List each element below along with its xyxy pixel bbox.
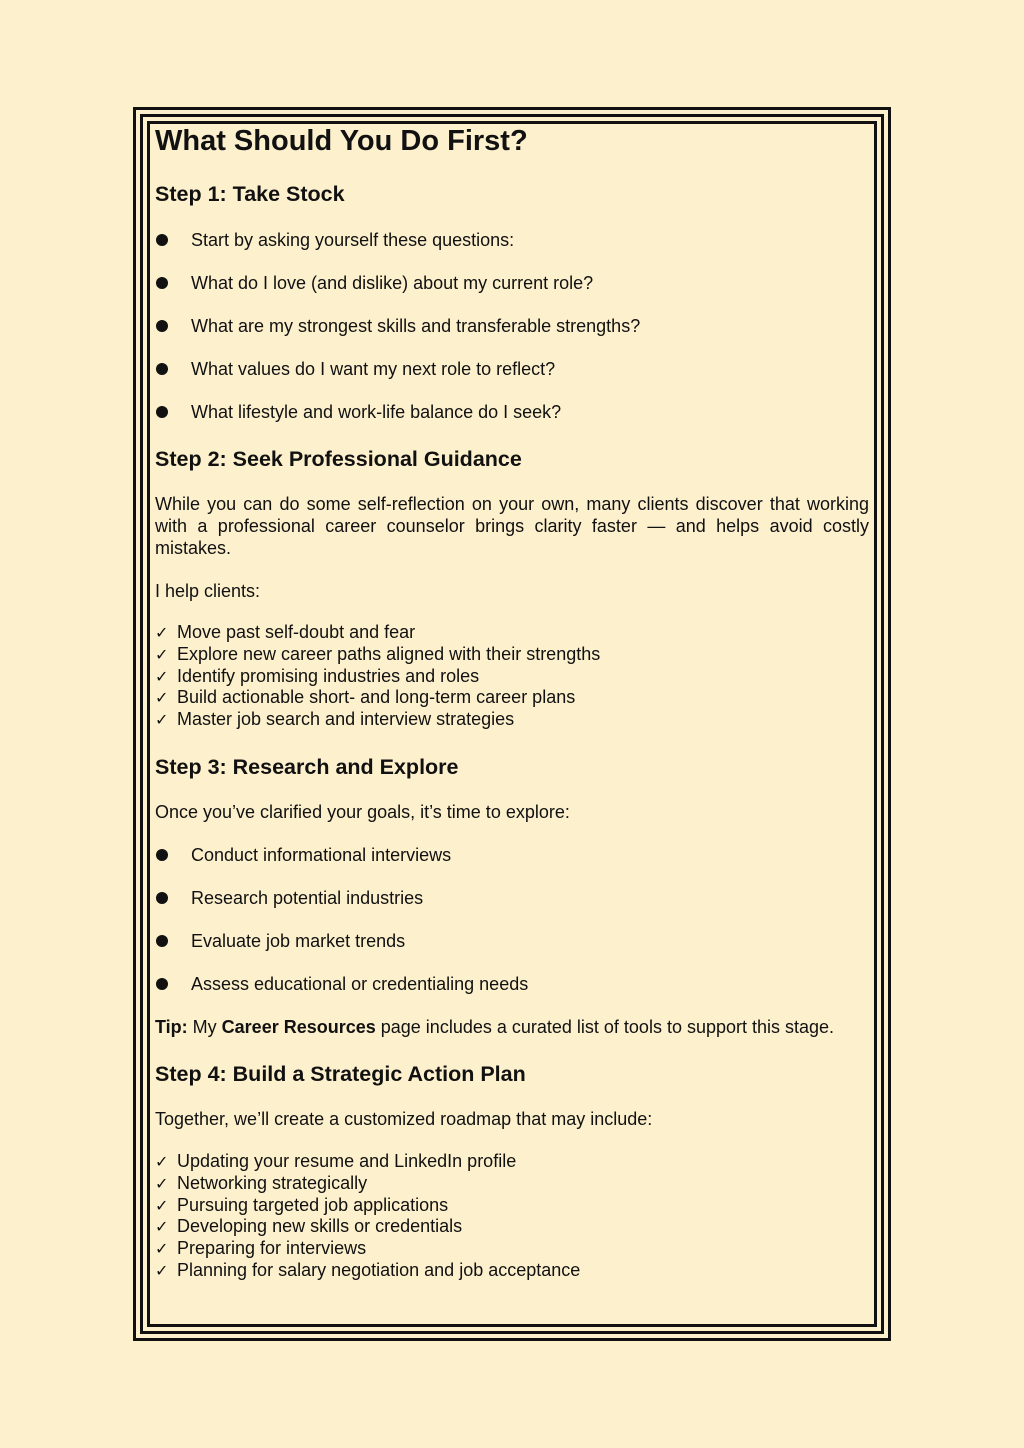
- bullet-icon: [156, 935, 168, 947]
- checkmark-icon: ✓: [155, 1217, 169, 1237]
- checklist-item: ✓ Build actionable short- and long-term career plans: [155, 687, 576, 708]
- document-content: [155, 122, 869, 1282]
- checkmark-icon: ✓: [155, 710, 169, 730]
- list-item: What do I love (and dislike) about my current role?: [155, 272, 869, 294]
- bullet-icon: [156, 234, 168, 246]
- step4-heading: Step 4: Build a Strategic Action Plan: [155, 1061, 526, 1086]
- checklist-item: ✓ Planning for salary negotiation and job acceptance: [155, 1259, 581, 1280]
- checkmark-icon: ✓: [155, 644, 169, 664]
- bullet-icon: [156, 363, 168, 375]
- step4-intro: Together, we’ll create a customized roadmap that may include:: [155, 1108, 653, 1129]
- checkmark-icon: ✓: [155, 1173, 169, 1193]
- checklist-item: ✓ Explore new career paths aligned with their strengths: [155, 643, 601, 664]
- tip-label: Tip:: [155, 1016, 188, 1037]
- bullet-icon: [156, 849, 168, 861]
- list-item: What lifestyle and work-life balance do I seek?: [155, 401, 869, 423]
- checkmark-icon: ✓: [155, 1260, 169, 1280]
- step3-intro: Once you’ve clarified your goals, it’s time to explore:: [155, 801, 570, 822]
- checklist-item: ✓ Updating your resume and LinkedIn profile: [155, 1150, 517, 1171]
- step4-checklist: [155, 1151, 869, 1282]
- checkmark-icon: ✓: [155, 666, 169, 686]
- checklist-item: ✓ Master job search and interview strategies: [155, 709, 515, 730]
- list-item: Start by asking yourself these questions:: [155, 229, 869, 251]
- checkmark-icon: ✓: [155, 1151, 169, 1171]
- step1-heading: Step 1: Take Stock: [155, 182, 345, 206]
- checkmark-icon: ✓: [155, 623, 169, 642]
- checklist-item: ✓ Networking strategically: [155, 1172, 368, 1193]
- list-item: What values do I want my next role to reflect?: [155, 358, 869, 380]
- step2-intro: While you can do some self-reflection on your own, many clients discover that working with a professional career counselor brings clarity faster — and helps avoid costly mistakes.: [155, 494, 869, 558]
- step2-lead: I help clients:: [155, 581, 261, 601]
- step3-list: [155, 844, 869, 995]
- bullet-icon: [156, 320, 168, 332]
- bullet-icon: [156, 892, 168, 904]
- list-item: Research potential industries: [155, 887, 869, 909]
- checkmark-icon: ✓: [155, 1195, 169, 1215]
- checklist-item: ✓ Developing new skills or credentials: [155, 1216, 463, 1237]
- checklist-item: ✓ Identify promising industries and roles: [155, 665, 480, 686]
- bullet-icon: [156, 978, 168, 990]
- list-item: Evaluate job market trends: [155, 930, 869, 952]
- step3-heading: Step 3: Research and Explore: [155, 754, 459, 779]
- checklist-item: ✓ Move past self-doubt and fear: [155, 622, 416, 642]
- bullet-icon: [156, 406, 168, 418]
- checklist-item: ✓ Preparing for interviews: [155, 1238, 367, 1259]
- step2-heading: Step 2: Seek Professional Guidance: [155, 447, 522, 471]
- tip-paragraph: Tip: My Career Resources page includes a curated list of tools to support this stage.: [155, 1016, 835, 1037]
- list-item: Assess educational or credentialing needs: [155, 973, 869, 995]
- checkmark-icon: ✓: [155, 688, 169, 708]
- page-title: What Should You Do First?: [155, 125, 528, 157]
- career-resources-link[interactable]: Career Resources: [221, 1016, 376, 1037]
- checklist-item: ✓ Pursuing targeted job applications: [155, 1194, 449, 1215]
- list-item: What are my strongest skills and transferable strengths?: [155, 315, 869, 337]
- bullet-icon: [156, 277, 168, 289]
- step2-checklist: [155, 622, 869, 731]
- step1-list: [155, 229, 869, 423]
- list-item: Conduct informational interviews: [155, 844, 869, 866]
- checkmark-icon: ✓: [155, 1239, 169, 1259]
